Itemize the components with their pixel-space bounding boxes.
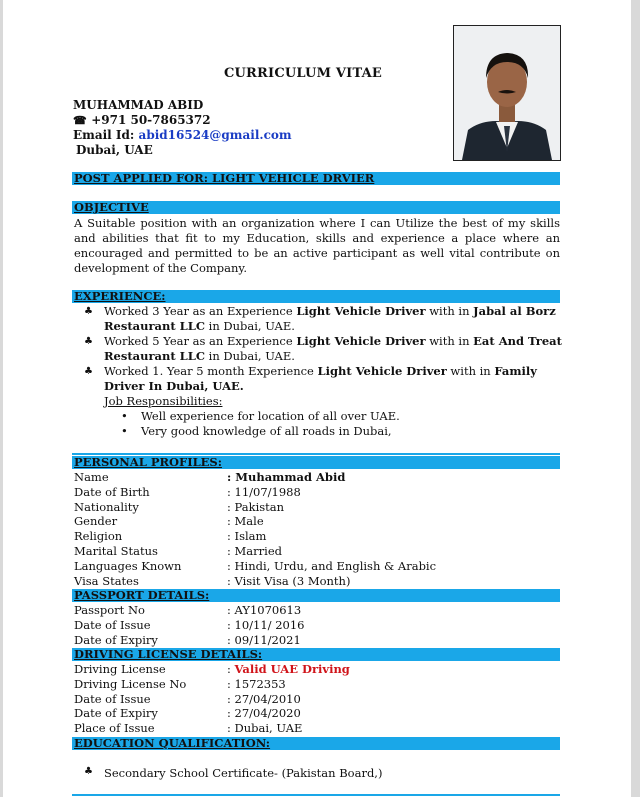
bullet-icon: •: [121, 424, 128, 438]
passport-label: PASSPORT DETAILS:: [74, 588, 210, 602]
passport-table: [74, 603, 304, 647]
objective-label: OBJECTIVE: [74, 200, 149, 214]
experience-label: EXPERIENCE:: [74, 289, 166, 303]
club-bullet-icon: ♣: [84, 366, 93, 377]
experience-list: [84, 304, 564, 394]
phone-number: +971 50-7865372: [91, 113, 211, 127]
list-item: ♣ Worked 5 Year as an Experience Light Vehicle Driver with in Eat And Treat Restaurant LLC in Dubai, UAE.: [84, 334, 562, 363]
education-label: EDUCATION QUALIFICATION:: [74, 736, 271, 750]
phone-icon: ☎: [73, 114, 87, 127]
table-row: Date of Expiry : 09/11/2021: [74, 632, 301, 647]
table-row: Driving License No : 1572353: [74, 676, 286, 691]
post-applied-bar: [72, 172, 560, 185]
license-bar: [72, 648, 560, 661]
table-row: Date of Expiry : 27/04/2020: [74, 706, 301, 721]
club-bullet-icon: ♣: [84, 336, 93, 347]
profile-photo: [453, 25, 561, 161]
table-row: Religion : Islam: [74, 529, 267, 544]
personal-bar: [72, 456, 560, 469]
table-row: Date of Issue : 27/04/2010: [74, 691, 301, 706]
club-bullet-icon: ♣: [84, 306, 93, 317]
table-row: Nationality : Pakistan: [74, 499, 285, 514]
personal-label: PERSONAL PROFILES:: [74, 455, 222, 469]
list-item: • Well experience for location of all over UAE.: [121, 409, 400, 423]
table-row: Marital Status : Married: [74, 543, 283, 558]
club-bullet-icon: ♣: [84, 766, 93, 777]
list-item: • Very good knowledge of all roads in Dubai,: [121, 424, 392, 438]
resume-page: [3, 0, 631, 797]
experience-bar: [72, 290, 560, 303]
license-status: Valid UAE Driving: [234, 662, 350, 676]
passport-bar: [72, 589, 560, 602]
table-row: Place of Issue : Dubai, UAE: [74, 721, 303, 736]
post-applied-label: POST APPLIED FOR: LIGHT VEHICLE DRVIER: [74, 171, 375, 185]
contact-block: [73, 98, 292, 158]
license-table: [74, 662, 350, 736]
objective-text: A Suitable position with an organization where I can Utilize the best of my skills and abilities that fit to my Education, skills and experience a place where an encouraged and permitted to be an active participant as well vital contribute on development of the Company.: [74, 216, 560, 275]
location: Dubai, UAE: [76, 143, 153, 157]
page-title: CURRICULUM VITAE: [223, 66, 383, 81]
table-row: Passport No : AY1070613: [74, 603, 302, 617]
candidate-name: MUHAMMAD ABID: [73, 98, 204, 112]
table-row: Date of Issue : 10/11/ 2016: [74, 617, 305, 632]
license-label: DRIVING LICENSE DETAILS:: [74, 647, 263, 661]
list-item: ♣ Worked 3 Year as an Experience Light Vehicle Driver with in Jabal al Borz Restaurant LLC in Dubai, UAE.: [84, 304, 556, 333]
list-item: ♣ Worked 1. Year 5 month Experience Light Vehicle Driver with in Family Driver In Dubai, UAE.: [84, 364, 537, 393]
table-row: Visa States : Visit Visa (3 Month): [74, 573, 351, 588]
email-row: [73, 128, 292, 143]
education-bar: [72, 737, 560, 750]
job-responsibilities-label: Job Responsibilities:: [104, 394, 223, 408]
table-row: Driving License : Valid UAE Driving: [74, 662, 350, 676]
phone-row: [73, 113, 292, 128]
table-row: Name : Muhammad Abid: [74, 470, 346, 484]
table-row: Date of Birth : 11/07/1988: [74, 484, 301, 499]
education-item: Secondary School Certificate- (Pakistan Board,): [104, 766, 383, 780]
personal-table: [74, 470, 436, 588]
objective-bar: [72, 201, 560, 214]
table-row: Languages Known : Hindi, Urdu, and English & Arabic: [74, 558, 437, 573]
table-row: Gender : Male: [74, 514, 264, 529]
email-label: Email Id:: [73, 128, 135, 142]
bullet-icon: •: [121, 409, 128, 423]
divider: [72, 794, 560, 796]
responsibilities-list: [121, 409, 400, 439]
email-link[interactable]: abid16524@gmail.com: [138, 128, 292, 142]
list-item: [84, 766, 382, 780]
